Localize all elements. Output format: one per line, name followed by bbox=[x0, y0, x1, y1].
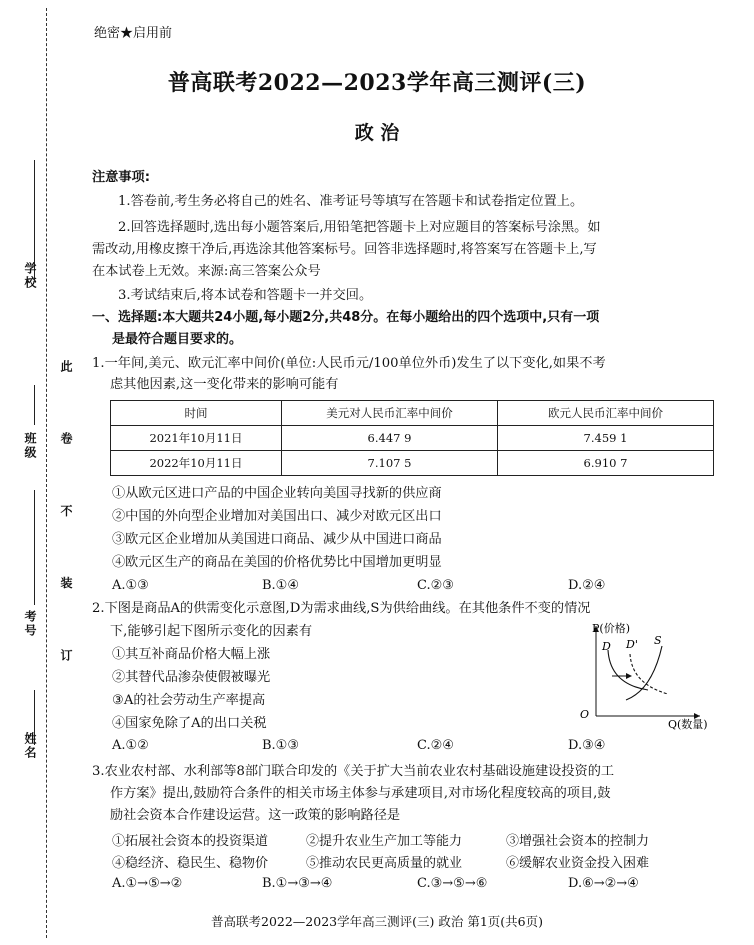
table-header: 欧元人民币汇率中间价 bbox=[498, 401, 714, 426]
exchange-rate-table bbox=[110, 400, 714, 476]
q3-item: ①拓展社会资本的投资渠道 bbox=[112, 834, 269, 849]
q2-item: ①其互补商品价格大幅上涨 bbox=[112, 647, 271, 662]
section-heading-cont: 是最符合题目要求的。 bbox=[112, 332, 243, 347]
cut-line-notice: 此 卷 不 装 订 bbox=[59, 360, 73, 689]
supply-demand-graph bbox=[570, 618, 710, 730]
notice-item: 2.回答选择题时,选出每小题答案后,用铅笔把答题卡上对应题目的答案标号涂黑。如 bbox=[118, 220, 601, 235]
y-axis-label: P(价格) bbox=[592, 622, 630, 635]
demand-curve-d bbox=[608, 650, 648, 690]
shift-arrow-head bbox=[626, 673, 632, 679]
table-header: 时间 bbox=[111, 401, 282, 426]
q1-item: ③欧元区企业增加从美国进口商品、减少从中国进口商品 bbox=[112, 532, 442, 547]
exam-no-blank bbox=[34, 490, 35, 605]
q2-item: ③A的社会劳动生产率提高 bbox=[112, 693, 266, 708]
notice-heading: 注意事项: bbox=[92, 170, 151, 185]
q2-item: ④国家免除了A的出口关税 bbox=[112, 716, 267, 731]
q3-stem-cont: 励社会资本合作建设运营。这一政策的影响路径是 bbox=[110, 808, 401, 823]
q3-option-b[interactable]: B.①→③→④ bbox=[262, 876, 333, 891]
q1-option-c[interactable]: C.②③ bbox=[417, 578, 454, 593]
supply-label-s: S bbox=[654, 634, 662, 647]
notice-item: 需改动,用橡皮擦干净后,再选涂其他答案标号。回答非选择题时,将答案写在答题卡上,写 bbox=[92, 242, 597, 257]
table-row bbox=[111, 426, 714, 451]
q3-item: ③增强社会资本的控制力 bbox=[506, 834, 650, 849]
q2-option-c[interactable]: C.②④ bbox=[417, 738, 454, 753]
q1-stem: 1.一年间,美元、欧元汇率中间价(单位:人民币元/100单位外币)发生了以下变化,如果不考 bbox=[92, 356, 606, 371]
section-heading: 一、选择题:本大题共24小题,每小题2分,共48分。在每小题给出的四个选项中,只有一项 bbox=[92, 310, 600, 325]
table-cell: 2022年10月11日 bbox=[111, 451, 282, 476]
table-cell: 7.459 1 bbox=[498, 426, 714, 451]
table-cell: 6.447 9 bbox=[282, 426, 498, 451]
table-header-row bbox=[111, 401, 714, 426]
exam-no-label: 考号 bbox=[23, 610, 37, 638]
table-header: 美元对人民币汇率中间价 bbox=[282, 401, 498, 426]
demand-label-d: D bbox=[602, 640, 611, 653]
q3-item: ②提升农业生产加工等能力 bbox=[306, 834, 463, 849]
subject-title: 政 治 bbox=[354, 122, 400, 144]
table-cell: 6.910 7 bbox=[498, 451, 714, 476]
confidential-mark: 绝密★启用前 bbox=[94, 26, 173, 41]
q3-stem-cont: 作方案》提出,鼓励符合条件的相关市场主体参与承建项目,对市场化程度较高的项目,鼓 bbox=[110, 786, 611, 801]
q2-item: ②其替代品渗杂使假被曝光 bbox=[112, 670, 271, 685]
x-axis-label: Q(数量) bbox=[668, 718, 708, 730]
binding-cut-line bbox=[46, 8, 47, 938]
q1-option-b[interactable]: B.①④ bbox=[262, 578, 299, 593]
class-label: 班级 bbox=[23, 432, 37, 460]
q3-item: ⑥缓解农业资金投入困难 bbox=[506, 856, 650, 871]
notice-item: 3.考试结束后,将本试卷和答题卡一并交回。 bbox=[118, 288, 373, 303]
q2-stem: 2.下图是商品A的供需变化示意图,D为需求曲线,S为供给曲线。在其他条件不变的情况 bbox=[92, 601, 591, 616]
notice-item: 1.答卷前,考生务必将自己的姓名、准考证号等填写在答题卡和试卷指定位置上。 bbox=[118, 194, 584, 209]
q1-stem-cont: 虑其他因素,这一变化带来的影响可能有 bbox=[110, 377, 339, 392]
q3-stem: 3.农业农村部、水利部等8部门联合印发的《关于扩大当前农业农村基础设施建设投资的工 bbox=[92, 764, 615, 779]
q2-option-d[interactable]: D.③④ bbox=[568, 738, 606, 753]
demand-label-d-prime: D' bbox=[626, 638, 638, 651]
q3-option-a[interactable]: A.①→⑤→② bbox=[112, 876, 183, 891]
table-cell: 2021年10月11日 bbox=[111, 426, 282, 451]
q2-option-b[interactable]: B.①③ bbox=[262, 738, 299, 753]
q1-option-a[interactable]: A.①③ bbox=[112, 578, 149, 593]
q1-item: ④欧元区生产的商品在美国的价格优势比中国增加更明显 bbox=[112, 555, 442, 570]
q1-item: ①从欧元区进口产品的中国企业转向美国寻找新的供应商 bbox=[112, 486, 442, 501]
q3-item: ⑤推动农民更高质量的就业 bbox=[306, 856, 463, 871]
table-cell: 7.107 5 bbox=[282, 451, 498, 476]
q3-item: ④稳经济、稳民生、稳物价 bbox=[112, 856, 269, 871]
table-row bbox=[111, 451, 714, 476]
origin-label: O bbox=[580, 708, 590, 721]
q2-stem-cont: 下,能够引起下图所示变化的因素有 bbox=[110, 624, 313, 639]
q1-item: ②中国的外向型企业增加对美国出口、减少对欧元区出口 bbox=[112, 509, 442, 524]
q3-option-d[interactable]: D.⑥→②→④ bbox=[568, 876, 639, 891]
name-label: 姓名 bbox=[23, 732, 37, 760]
q3-option-c[interactable]: C.③→⑤→⑥ bbox=[417, 876, 488, 891]
q2-option-a[interactable]: A.①② bbox=[112, 738, 149, 753]
supply-curve-s bbox=[626, 646, 662, 700]
exam-title: 普高联考2022—2023学年高三测评(三) bbox=[167, 70, 587, 96]
notice-item: 在本试卷上无效。来源:高三答案公众号 bbox=[92, 264, 321, 279]
page-footer: 普高联考2022—2023学年高三测评(三) 政治 第1页(共6页) bbox=[211, 914, 543, 929]
q1-option-d[interactable]: D.②④ bbox=[568, 578, 606, 593]
class-blank bbox=[34, 385, 35, 425]
demand-curve-d-prime bbox=[630, 654, 668, 694]
school-label: 学校 bbox=[23, 262, 37, 290]
